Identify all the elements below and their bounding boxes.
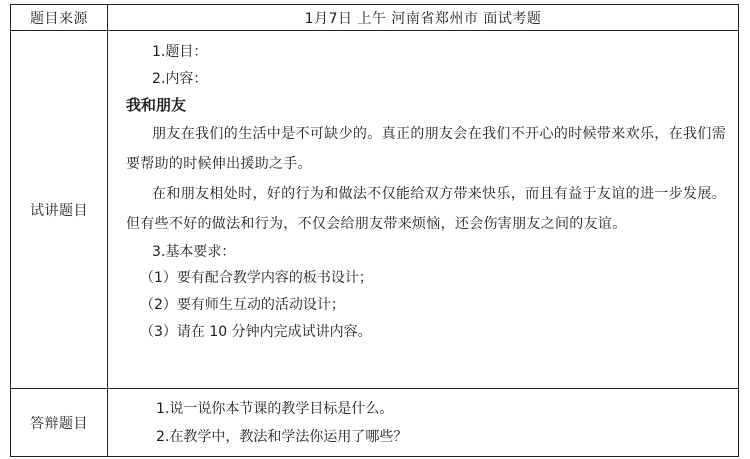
requirement-2: （2）要有师生互动的活动设计； <box>140 296 345 313</box>
defense-question-2: 2.在教学中，教法和学法你运用了哪些？ <box>156 429 408 445</box>
lecture-label: 试讲题目 <box>11 31 108 389</box>
source-row <box>11 5 739 31</box>
item-content: 2.内容： <box>152 70 208 87</box>
requirement-3: （3）请在 10 分钟内完成试讲内容。 <box>140 323 372 340</box>
source-label: 题目来源 <box>11 5 108 31</box>
requirement-1: （1）要有配合教学内容的板书设计； <box>140 270 373 287</box>
lesson-title: 我和朋友 <box>126 96 187 115</box>
defense-question-1: 1.说一说你本节课的教学目标是什么。 <box>156 401 394 417</box>
lecture-content <box>108 31 739 389</box>
exam-question-table <box>10 4 739 457</box>
item-title: 1.题目： <box>152 44 208 60</box>
lecture-row <box>11 31 739 389</box>
defense-row <box>11 389 739 457</box>
defense-content <box>108 389 739 457</box>
defense-label: 答辩题目 <box>11 389 108 457</box>
paragraph-2: 在和朋友相处时，好的行为和做法不仅能给双方带来快乐，而且有益于友谊的进一步发展。但有些不好的做法和行为，不仅会给朋友带来烦恼，还会伤害朋友之间的友谊。 <box>126 185 726 232</box>
item-requirements: 3.基本要求： <box>152 243 236 260</box>
exam-question-sheet <box>10 4 739 456</box>
source-value: 1月7日 上午 河南省郑州市 面试考题 <box>108 5 739 31</box>
paragraph-1: 朋友在我们的生活中是不可缺少的。真正的朋友会在我们不开心的时候带来欢乐，在我们需要帮助的时候伸出援助之手。 <box>126 125 726 172</box>
